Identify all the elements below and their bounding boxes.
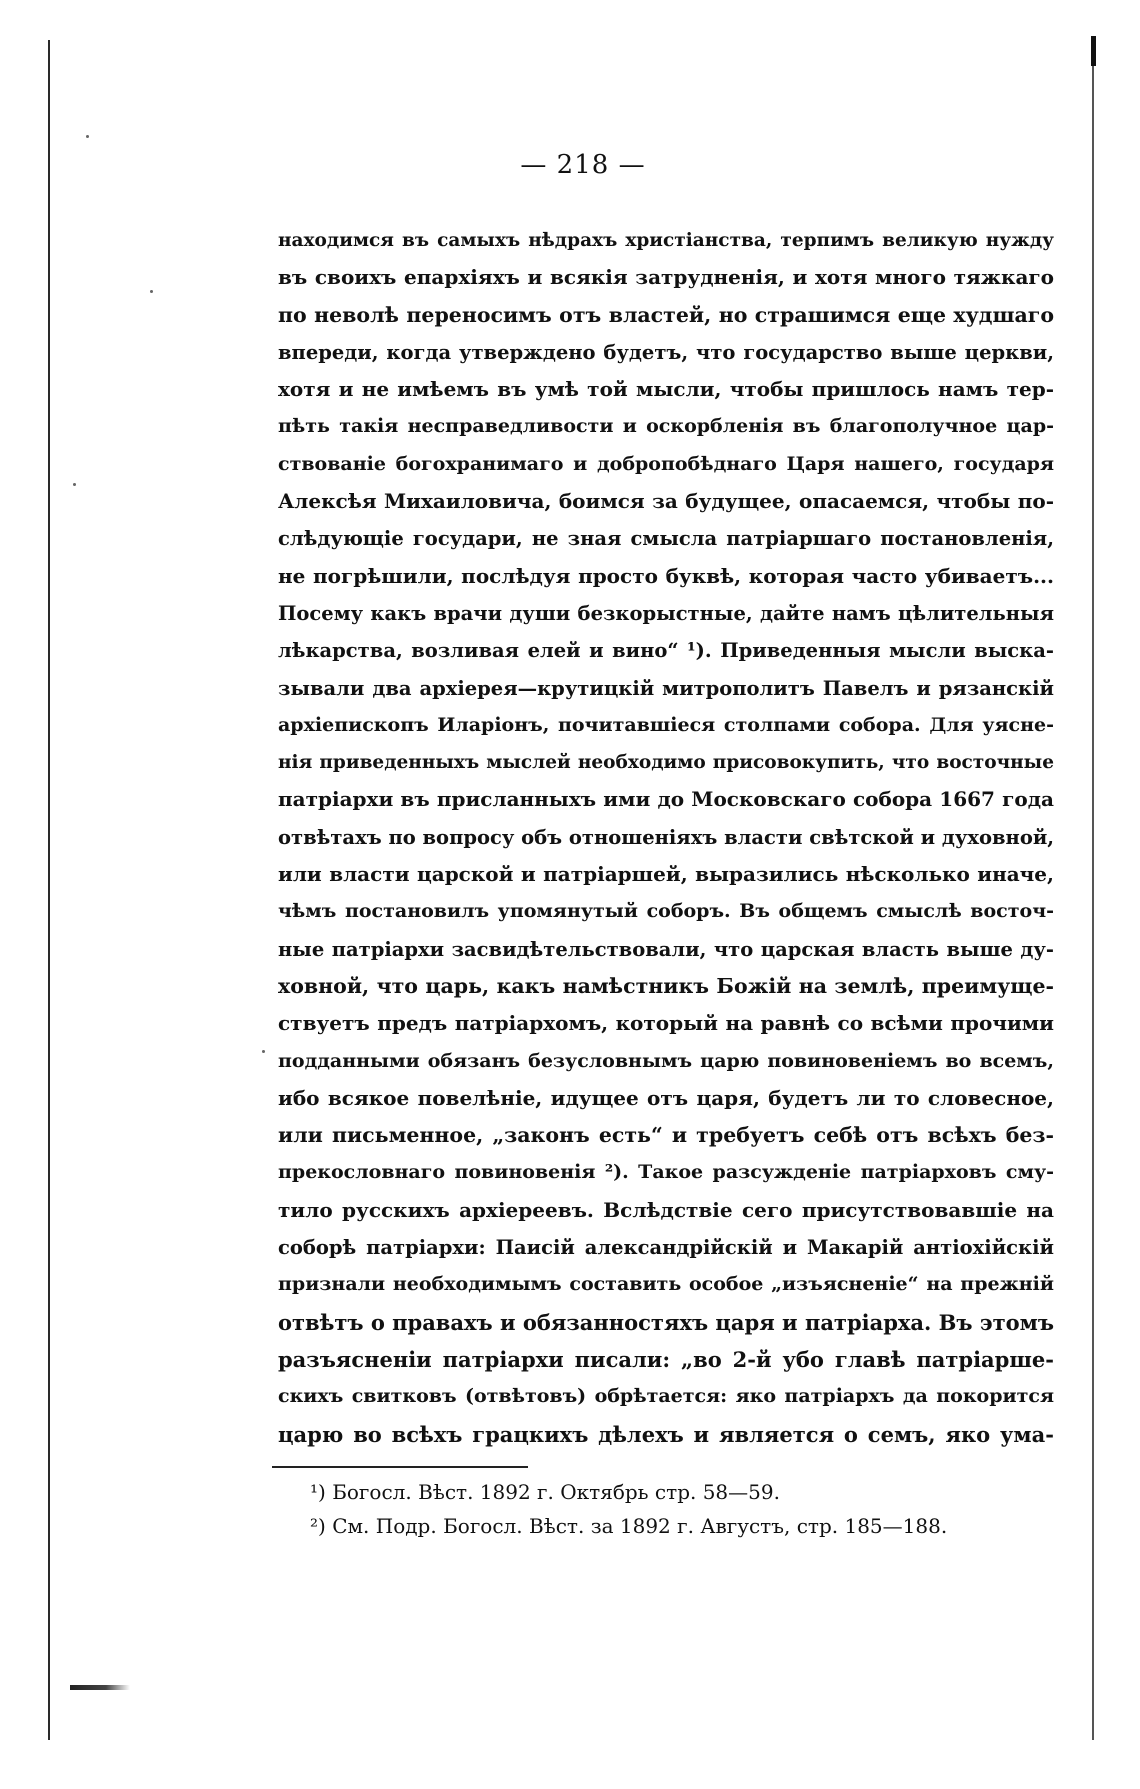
- text-line: находимся въ самыхъ нѣдрахъ христіанства, терпимъ великую нужду: [278, 230, 1054, 251]
- text-line: слѣдующіе государи, не зная смысла патріаршаго постановленія,: [278, 527, 1054, 551]
- footnote: [310, 1475, 1070, 1509]
- body-text: [278, 222, 1054, 1453]
- text-line: отвѣтахъ по вопросу объ отношеніяхъ власти свѣтской и духовной,: [278, 825, 1054, 849]
- text-line: ные патріархи засвидѣтельствовали, что царская власть выше ду-: [278, 937, 1054, 961]
- footnote-rule: [272, 1466, 528, 1468]
- text-line: или власти царской и патріаршей, выразились нѣсколько иначе,: [278, 862, 1054, 887]
- text-line: чѣмъ постановилъ упомянутый соборъ. Въ общемъ смыслѣ восточ-: [278, 900, 1054, 923]
- text-line: отвѣтъ о правахъ и обязанностяхъ царя и патріарха. Въ этомъ: [278, 1309, 1054, 1335]
- text-line: или письменное, „законъ есть“ и требуетъ себѣ отъ всѣхъ без-: [278, 1123, 1054, 1148]
- text-line: ибо всякое повелѣніе, идущее отъ царя, будетъ ли то словесное,: [278, 1085, 1054, 1110]
- text-line: ховной, что царь, какъ намѣстникъ Божій на землѣ, преимуще-: [278, 973, 1054, 998]
- text-line: впереди, когда утверждено будетъ, что государство выше церкви,: [278, 340, 1054, 364]
- footnotes: [310, 1475, 1070, 1543]
- text-line: нія приведенныхъ мыслей необходимо присовокупить, что восточные: [278, 752, 1054, 774]
- text-line: пѣть такія несправедливости и оскорбленія въ благополучное цар-: [278, 415, 1054, 438]
- text-line: разъясненіи патріархи писали: „во 2-й убо главѣ патріарше-: [278, 1346, 1054, 1372]
- scan-smudge: [70, 1685, 130, 1690]
- text-line: хотя и не имѣемъ въ умѣ той мысли, чтобы пришлось намъ тер-: [278, 377, 1054, 402]
- scan-speck: [86, 135, 89, 138]
- scan-mark: [1091, 36, 1096, 66]
- footnote-text: Богосл. Вѣст. 1892 г. Октябрь стр. 58—59.: [332, 1480, 780, 1504]
- text-line: Посему какъ врачи души безкорыстные, дайте намъ цѣлительныя: [278, 601, 1054, 625]
- text-line: скихъ свитковъ (отвѣтовъ) обрѣтается: яко патріархъ да покорится: [278, 1385, 1054, 1408]
- scan-speck: [262, 1050, 265, 1053]
- footnote-mark: ¹): [310, 1480, 326, 1504]
- scan-border-right: [1092, 40, 1094, 1740]
- footnote-mark: ²): [310, 1514, 326, 1538]
- text-line: прекословнаго повиновенія ²). Такое разсужденіе патріарховъ сму-: [278, 1161, 1054, 1184]
- page-number: — 218 —: [520, 150, 646, 180]
- scan-speck: [150, 290, 153, 293]
- text-line: лѣкарства, возливая елей и вино“ ¹). Приведенныя мысли выска-: [278, 639, 1054, 663]
- footnote: [310, 1509, 1070, 1543]
- text-line: Алексѣя Михаиловича, боимся за будущее, опасаемся, чтобы по-: [278, 489, 1054, 514]
- text-line: признали необходимымъ составить особое „изъясненіе“ на прежній: [278, 1273, 1054, 1296]
- footnote-text: См. Подр. Богосл. Вѣст. за 1892 г. Августъ, стр. 185—188.: [332, 1514, 948, 1538]
- text-line: соборѣ патріархи: Паисій александрійскій и Макарій антіохійскій: [278, 1236, 1054, 1260]
- text-line: тило русскихъ архіереевъ. Вслѣдствіе сего присутствовавшіе на: [278, 1197, 1054, 1222]
- text-line: по неволѣ переносимъ отъ властей, но страшимся еще худшаго: [278, 302, 1054, 327]
- text-line: патріархи въ присланныхъ ими до Московскаго собора 1667 года: [278, 787, 1054, 812]
- scan-border-left: [48, 40, 50, 1740]
- text-line: въ своихъ епархіяхъ и всякія затрудненія, и хотя много тяжкаго: [278, 265, 1054, 290]
- text-line: ствуетъ предъ патріархомъ, который на равнѣ со всѣми прочими: [278, 1011, 1054, 1036]
- text-line: архіепископъ Иларіонъ, почитавшіеся столпами собора. Для уясне-: [278, 713, 1054, 736]
- text-line: не погрѣшили, послѣдуя просто буквѣ, которая часто убиваетъ...: [278, 563, 1054, 588]
- text-line: ствованіе богохранимаго и добропобѣднаго Царя нашего, государя: [278, 452, 1054, 475]
- text-line: подданными обязанъ безусловнымъ царю повиновеніемъ во всемъ,: [278, 1049, 1054, 1072]
- text-line: царю во всѣхъ грацкихъ дѣлехъ и является о семъ, яко ума-: [278, 1421, 1054, 1447]
- text-line: зывали два архіерея—крутицкій митрополитъ Павелъ и рязанскій: [278, 676, 1054, 700]
- scan-speck: [73, 483, 76, 486]
